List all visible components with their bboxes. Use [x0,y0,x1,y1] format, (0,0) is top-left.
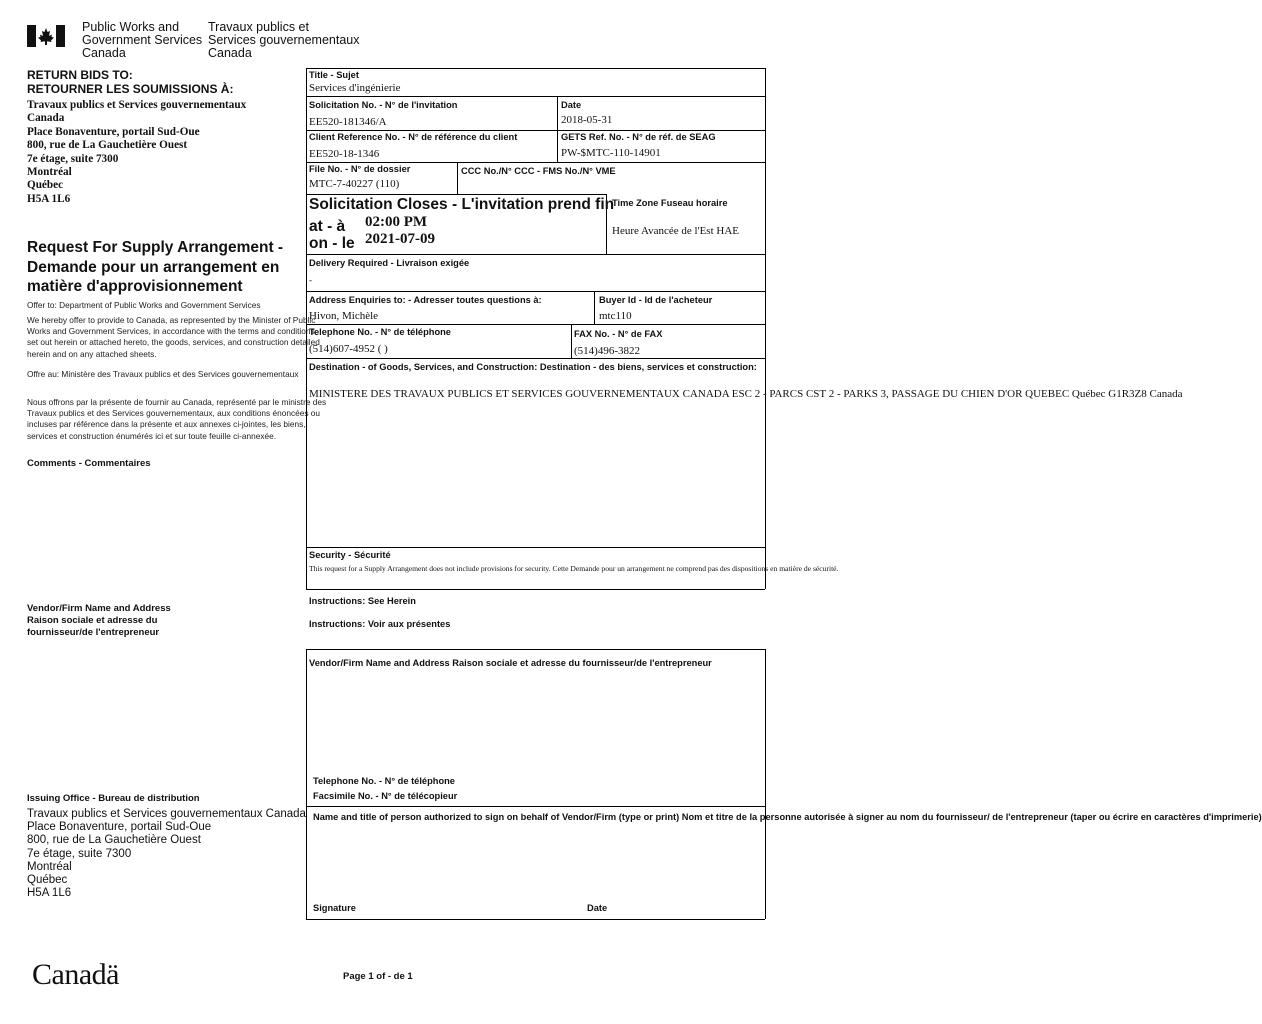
solicitation-closes-label: Solicitation Closes - L'invitation prend fin [309,196,615,213]
closing-date-value: 2021-07-09 [365,231,435,247]
signature-date-label: Date [587,903,608,913]
instructions-en: Instructions: See Herein [309,596,416,606]
telephone-value: (514)607-4952 ( ) [309,343,388,355]
instructions-fr: Instructions: Voir aux présentes [309,619,451,629]
date-label: Date [561,100,582,110]
comments-label: Comments - Commentaires [27,458,151,469]
closing-date-label: on - le [309,235,355,252]
address-enquiries-label: Address Enquiries to: - Adresser toutes questions à: [309,295,542,305]
time-zone-label: Time Zone Fuseau horaire [612,198,728,208]
fax-label: FAX No. - N° de FAX [574,329,663,339]
client-reference-value: EE520-18-1346 [309,148,380,160]
gets-reference-label: GETS Ref. No. - N° de réf. de SEAG [561,132,716,142]
authorized-signer-label: Name and title of person authorized to sign on behalf of Vendor/Firm (type or print) Nom et titre de la personne autorisée à signer au nom du fournisseur/ de l'entrepreneur (taper ou écrire en caractères d'imprimerie) [313,812,1262,822]
gets-reference-value: PW-$MTC-110-14901 [561,147,661,159]
security-label: Security - Sécurité [309,550,391,560]
time-zone-value: Heure Avancée de l'Est HAE [612,225,740,237]
canada-flag-icon [27,25,65,47]
address-enquiries-value: Hivon, Michèle [309,310,379,322]
document-title: Request For Supply Arrangement - Demande pour un arrangement en matière d'approvisionnement [27,239,284,295]
return-bids-title: RETURN BIDS TO: RETOURNER LES SOUMISSIONS À: [27,68,234,96]
delivery-required-value: - [309,275,312,285]
delivery-required-label: Delivery Required - Livraison exigée [309,258,470,268]
client-reference-label: Client Reference No. - N° de référence du client [309,132,518,142]
vendor-firm-label: Vendor/Firm Name and Address Raison sociale et adresse du fournisseur/de l'entrepreneur [27,603,171,638]
return-address: Travaux publics et Services gouvernementaux Canada Place Bonaventure, portail Sud-Oue 800, rue de La Gauchetière Ouest 7e étage, suite 7300 Montréal Québec H5A 1L6 [27,99,247,205]
destination-value: MINISTERE DES TRAVAUX PUBLICS ET SERVICES GOUVERNEMENTAUX CANADA ESC 2 - PARCS CST 2 - PARKS 3, PASSAGE DU CHIEN D'OR QUEBEC Québec G1R3Z8 Canada [309,388,1183,400]
telephone-label: Telephone No. - N° de téléphone [309,327,451,337]
vendor-facsimile-label: Facsimile No. - N° de télécopieur [313,791,458,801]
security-value: This request for a Supply Arrangement does not include provisions for security. Cette Demande pour un arrangement ne comprend pas des dispositions en matière de sécurité. [309,564,839,573]
canada-wordmark: Canadä [32,958,119,991]
ccc-fms-label: CCC No./N° CCC - FMS No./N° VME [461,166,616,176]
file-number-value: MTC-7-40227 (110) [309,178,400,190]
title-value: Services d'ingénierie [309,82,401,94]
closing-time-label: at - à [309,218,346,235]
file-number-label: File No. - N° de dossier [309,164,411,174]
offre-text: Nous offrons par la présente de fournir au Canada, représenté par le ministre des Travaux publics et des Services gouvernementaux, aux conditions énoncées ou incluses par référence dans la présente et aux annexes ci-jointes, les biens, services et construction énumérés ici et sur toute feuille ci-annexée. [27,397,327,441]
closing-time-value: 02:00 PM [365,214,428,230]
issuing-office-address: Travaux publics et Services gouvernementaux Canada Place Bonaventure, portail Sud-Oue 800, rue de La Gauchetière Ouest 7e étage, suite 7300 Montréal Québec H5A 1L6 [27,808,306,900]
buyer-id-label: Buyer Id - Id de l'acheteur [599,295,713,305]
issuing-office-label: Issuing Office - Bureau de distribution [27,793,200,804]
offre-au: Offre au: Ministère des Travaux publics et des Services gouvernementaux [27,369,299,379]
fax-value: (514)496-3822 [574,345,640,357]
vendor-name-label: Vendor/Firm Name and Address Raison sociale et adresse du fournisseur/de l'entrepreneur [309,658,712,668]
destination-label: Destination - of Goods, Services, and Construction: Destination - des biens, services et construction: [309,362,757,372]
buyer-id-value: mtc110 [599,310,632,322]
signature-label: Signature [313,903,356,913]
solicitation-value: EE520-181346/A [309,116,387,128]
offer-to: Offer to: Department of Public Works and Government Services [27,300,261,310]
offer-text: We hereby offer to provide to Canada, as represented by the Minister of Public Works and Government Services, in accordance with the terms and conditions set out herein or attached hereto, the goods, services, and construction detailed herein and on any attached sheets. [27,315,320,359]
vendor-telephone-label: Telephone No. - N° de téléphone [313,776,455,786]
title-label: Title - Sujet [309,70,359,80]
department-name-fr: Travaux publics et Services gouvernementaux Canada [208,20,360,60]
solicitation-label: Solicitation No. - N° de l'invitation [309,100,458,110]
date-value: 2018-05-31 [561,114,613,126]
department-name-en: Public Works and Government Services Canada [82,20,203,60]
page-number: Page 1 of - de 1 [343,971,413,982]
